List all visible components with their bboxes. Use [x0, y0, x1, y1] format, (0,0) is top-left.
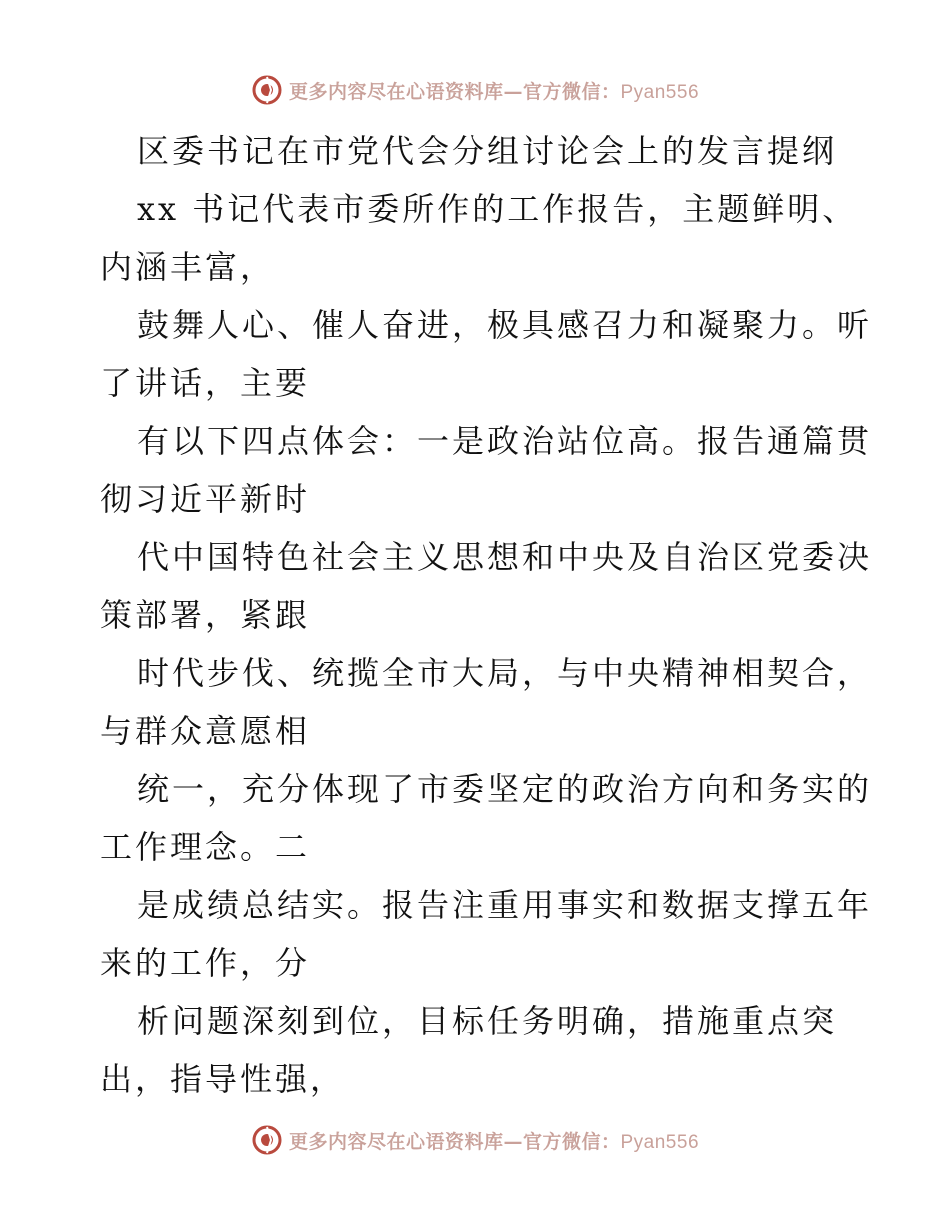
watermark-text: 更多内容尽在心语资料库—官方微信：Pyan556	[288, 1130, 700, 1153]
logo-icon	[251, 74, 283, 106]
text-line: 工作理念。二	[100, 828, 311, 866]
text-line: 与群众意愿相	[100, 712, 311, 750]
text-line: 区委书记在市党代会分组讨论会上的发言提纲	[137, 132, 838, 170]
text-line: xx 书记代表市委所作的工作报告，主题鲜明、	[137, 190, 858, 228]
text-line: 内涵丰富，	[100, 248, 276, 286]
document-body	[100, 122, 873, 1108]
text-line: 来的工作，分	[100, 944, 311, 982]
text-line: 统一，充分体现了市委坚定的政治方向和务实的	[137, 770, 873, 808]
footer-watermark	[0, 1120, 950, 1160]
text-line: 是成绩总结实。报告注重用事实和数据支撑五年	[137, 886, 873, 924]
text-line: 代中国特色社会主义思想和中央及自治区党委决	[137, 538, 873, 576]
text-line: 彻习近平新时	[100, 480, 311, 518]
text-line: 鼓舞人心、催人奋进，极具感召力和凝聚力。听	[137, 306, 873, 344]
logo-icon	[251, 1124, 283, 1156]
header-watermark	[0, 70, 950, 110]
text-line: 析问题深刻到位，目标任务明确，措施重点突	[137, 1002, 838, 1040]
text-line: 出，指导性强，	[100, 1060, 346, 1098]
text-line: 策部署，紧跟	[100, 596, 311, 634]
text-line: 时代步伐、统揽全市大局，与中央精神相契合，	[137, 654, 873, 692]
text-line: 了讲话，主要	[100, 364, 311, 402]
watermark-text: 更多内容尽在心语资料库—官方微信：Pyan556	[288, 80, 700, 103]
text-line: 有以下四点体会：一是政治站位高。报告通篇贯	[137, 422, 873, 460]
